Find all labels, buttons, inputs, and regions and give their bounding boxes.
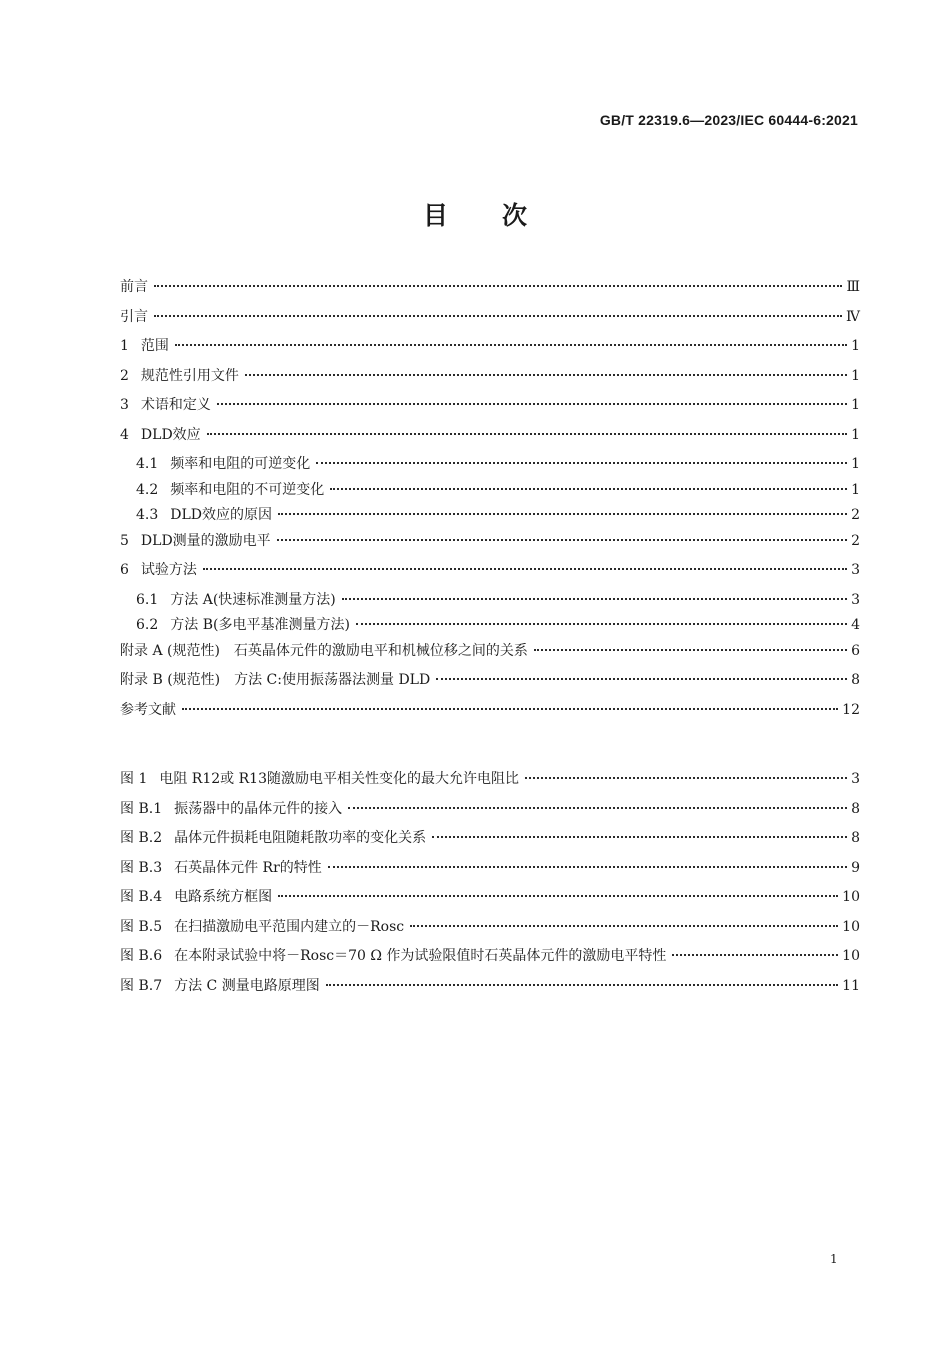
- entry-number: 4.1: [136, 456, 159, 472]
- entry-page-number: 1: [851, 481, 860, 498]
- dot-leader: [356, 623, 847, 625]
- entry-number: 图 B.2: [120, 830, 163, 846]
- entry-title: 在扫描激励电平范围内建立的－Rosc: [174, 918, 405, 935]
- figure-entry[interactable]: [120, 975, 860, 1005]
- figure-entry[interactable]: [120, 916, 860, 946]
- entry-title: 规范性引用文件: [140, 367, 239, 384]
- entry-page-number: 3: [851, 591, 860, 608]
- entry-title: DLD效应的原因: [170, 507, 273, 523]
- entry-page-number: 4: [851, 617, 860, 633]
- entry-title: 方法 A(快速标准测量方法): [170, 591, 336, 608]
- entry-number: 6: [120, 562, 129, 578]
- entry-page-number: 10: [842, 889, 860, 905]
- toc-entry[interactable]: [120, 589, 860, 615]
- entry-title: 晶体元件损耗电阻随耗散功率的变化关系: [174, 830, 427, 846]
- toc-entry[interactable]: [120, 479, 860, 505]
- dot-leader: [316, 462, 847, 464]
- entry-number: 图 B.1: [120, 800, 163, 817]
- entry-page-number: Ⅳ: [846, 308, 860, 325]
- entry-page-number: 3: [851, 771, 860, 787]
- toc-entry[interactable]: [120, 335, 860, 365]
- entry-title: 方法 B(多电平基准测量方法): [170, 617, 350, 633]
- toc-entry[interactable]: [120, 530, 860, 560]
- toc-entry[interactable]: [120, 504, 860, 530]
- entry-page-number: 11: [842, 977, 860, 994]
- entry-title: 引言: [120, 308, 148, 325]
- entry-number: 2: [120, 367, 129, 384]
- entry-page-number: 2: [851, 532, 860, 549]
- entry-page-number: 1: [851, 426, 860, 443]
- entry-number: 图 B.5: [120, 918, 163, 935]
- entry-number: 图 1: [120, 771, 148, 787]
- toc-entry[interactable]: [120, 614, 860, 640]
- dot-leader: [154, 285, 842, 287]
- entry-title: 电阻 R12或 R13随激励电平相关性变化的最大允许电阻比: [159, 771, 519, 787]
- list-of-figures: [120, 768, 860, 1004]
- entry-page-number: 10: [842, 948, 860, 964]
- dot-leader: [328, 866, 847, 868]
- entry-number: 图 B.7: [120, 977, 163, 994]
- table-of-contents: [120, 276, 860, 728]
- figure-entry[interactable]: [120, 798, 860, 828]
- entry-title: 方法 C 测量电路原理图: [174, 977, 320, 994]
- standard-code-header: GB/T 22319.6—2023/IEC 60444-6:2021: [599, 112, 858, 128]
- toc-entry[interactable]: [120, 559, 860, 589]
- toc-entry[interactable]: [120, 276, 860, 306]
- entry-number: 6.1: [136, 591, 159, 608]
- entry-number: 4.2: [136, 481, 159, 498]
- entry-title: DLD测量的激励电平: [140, 532, 271, 549]
- figure-entry[interactable]: [120, 945, 860, 975]
- toc-entry[interactable]: [120, 306, 860, 336]
- dot-leader: [330, 488, 847, 490]
- entry-title: 石英晶体元件 Rr的特性: [174, 859, 322, 876]
- figure-entry[interactable]: [120, 827, 860, 857]
- entry-page-number: 9: [851, 859, 860, 876]
- entry-number: 图 B.6: [120, 948, 163, 964]
- entry-number: 1: [120, 338, 129, 354]
- toc-entry[interactable]: [120, 365, 860, 395]
- dot-leader: [182, 708, 838, 710]
- dot-leader: [203, 568, 847, 570]
- entry-number: 6.2: [136, 617, 159, 633]
- entry-page-number: 1: [851, 367, 860, 384]
- entry-number: 4: [120, 426, 129, 443]
- entry-title: 电路系统方框图: [174, 889, 273, 905]
- dot-leader: [326, 984, 838, 986]
- dot-leader: [207, 433, 847, 435]
- page-number: 1: [830, 1252, 838, 1266]
- entry-title: 附录 A (规范性) 石英晶体元件的激励电平和机械位移之间的关系: [120, 642, 528, 659]
- entry-title: 在本附录试验中将－Rosc＝70 Ω 作为试验限值时石英晶体元件的激励电平特性: [174, 948, 667, 964]
- entry-title: 范围: [140, 338, 169, 354]
- entry-page-number: 12: [842, 701, 860, 718]
- entry-page-number: 1: [851, 338, 860, 354]
- entry-title: 振荡器中的晶体元件的接入: [174, 800, 343, 817]
- entry-title: 附录 B (规范性) 方法 C:使用振荡器法测量 DLD: [120, 672, 431, 688]
- figure-entry[interactable]: [120, 886, 860, 916]
- entry-number: 图 B.4: [120, 889, 163, 905]
- entry-page-number: 8: [851, 800, 860, 817]
- dot-leader: [278, 895, 838, 897]
- entry-page-number: 3: [851, 562, 860, 578]
- entry-page-number: 10: [842, 918, 860, 935]
- toc-entry[interactable]: [120, 394, 860, 424]
- figure-entry[interactable]: [120, 768, 860, 798]
- entry-page-number: 6: [851, 642, 860, 659]
- entry-number: 5: [120, 532, 129, 549]
- dot-leader: [525, 777, 847, 779]
- entry-page-number: 1: [851, 397, 860, 413]
- entry-page-number: Ⅲ: [846, 279, 860, 295]
- dot-leader: [436, 678, 847, 680]
- entry-title: 频率和电阻的不可逆变化: [170, 481, 325, 498]
- dot-leader: [154, 315, 842, 317]
- entry-page-number: 8: [851, 672, 860, 688]
- toc-entry[interactable]: [120, 453, 860, 479]
- dot-leader: [342, 598, 847, 600]
- entry-page-number: 2: [851, 507, 860, 523]
- toc-entry[interactable]: [120, 699, 860, 729]
- dot-leader: [410, 925, 838, 927]
- dot-leader: [245, 374, 847, 376]
- dot-leader: [348, 807, 847, 809]
- entry-number: 4.3: [136, 507, 159, 523]
- toc-entry[interactable]: [120, 640, 860, 670]
- toc-entry[interactable]: [120, 424, 860, 454]
- figure-entry[interactable]: [120, 857, 860, 887]
- entry-title: 前言: [120, 279, 148, 295]
- entry-title: 试验方法: [140, 562, 197, 578]
- entry-number: 3: [120, 397, 129, 413]
- dot-leader: [277, 539, 847, 541]
- dot-leader: [672, 954, 838, 956]
- entry-title: 术语和定义: [140, 397, 211, 413]
- dot-leader: [278, 513, 847, 515]
- dot-leader: [175, 344, 847, 346]
- entry-title: 参考文献: [120, 701, 176, 718]
- entry-page-number: 1: [851, 456, 860, 472]
- entry-number: 图 B.3: [120, 859, 163, 876]
- dot-leader: [534, 649, 847, 651]
- entry-page-number: 8: [851, 830, 860, 846]
- dot-leader: [217, 403, 847, 405]
- entry-title: DLD效应: [140, 426, 201, 443]
- dot-leader: [432, 836, 847, 838]
- entry-title: 频率和电阻的可逆变化: [170, 456, 311, 472]
- page-title: 目次: [422, 201, 581, 230]
- toc-entry[interactable]: [120, 669, 860, 699]
